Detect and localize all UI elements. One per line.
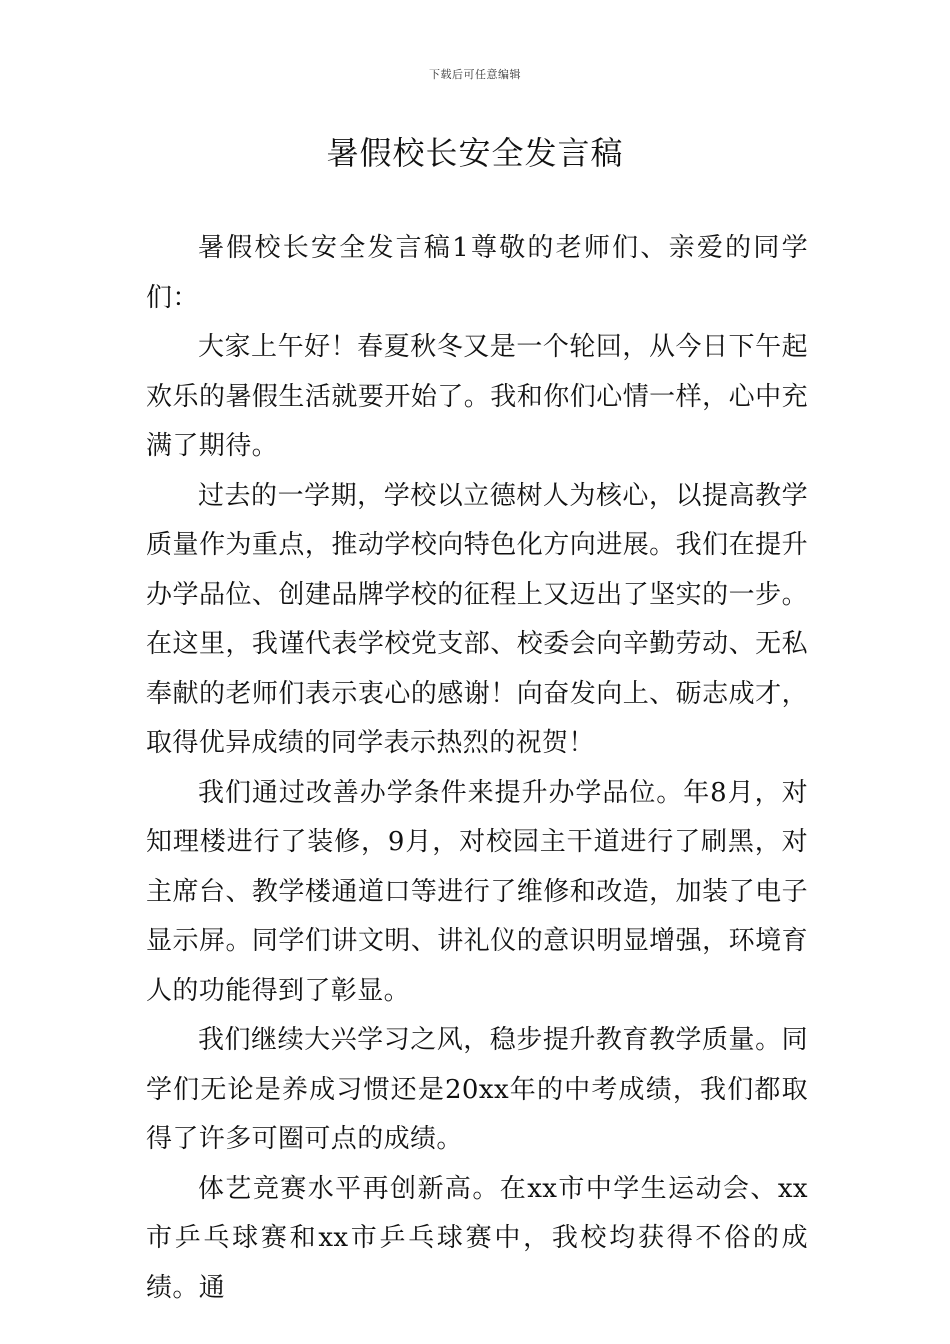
paragraph-school-conditions: 我们通过改善办学条件来提升办学品位。年8月，对知理楼进行了装修，9月，对校园主干道进行了刷黑，对主席台、教学楼通道口等进行了维修和改造，加装了电子显示屏。同学们讲文明、讲礼仪的意识明显增强，环境育人的功能得到了彰显。 [146,777,808,1006]
paragraph-opening: 大家上午好！春夏秋冬又是一个轮回，从今日下午起欢乐的暑假生活就要开始了。我和你们心情一样，心中充满了期待。 [146,332,808,461]
paragraph-teaching-quality: 我们继续大兴学习之风，稳步提升教育教学质量。同学们无论是养成习惯还是20xx年的中考成绩，我们都取得了许多可圈可点的成绩。 [146,1025,808,1154]
document-body [146,224,808,1313]
paragraph-semester-review: 过去的一学期，学校以立德树人为核心，以提高教学质量作为重点，推动学校向特色化方向进展。我们在提升办学品位、创建品牌学校的征程上又迈出了坚实的一步。在这里，我谨代表学校党支部、校委会向辛勤劳动、无私奉献的老师们表示衷心的感谢！向奋发向上、砺志成才，取得优异成绩的同学表示热烈的祝贺！ [146,480,808,758]
download-editable-note: 下载后可任意编辑 [429,68,521,81]
paragraph-greeting: 暑假校长安全发言稿1尊敬的老师们、亲爱的同学们： [146,233,808,313]
document-title: 暑假校长安全发言稿 [326,134,624,172]
paragraph-sports-arts: 体艺竞赛水平再创新高。在xx市中学生运动会、xx市乒乓球赛和xx市乒乓球赛中，我校均获得不俗的成绩。通 [146,1173,808,1303]
